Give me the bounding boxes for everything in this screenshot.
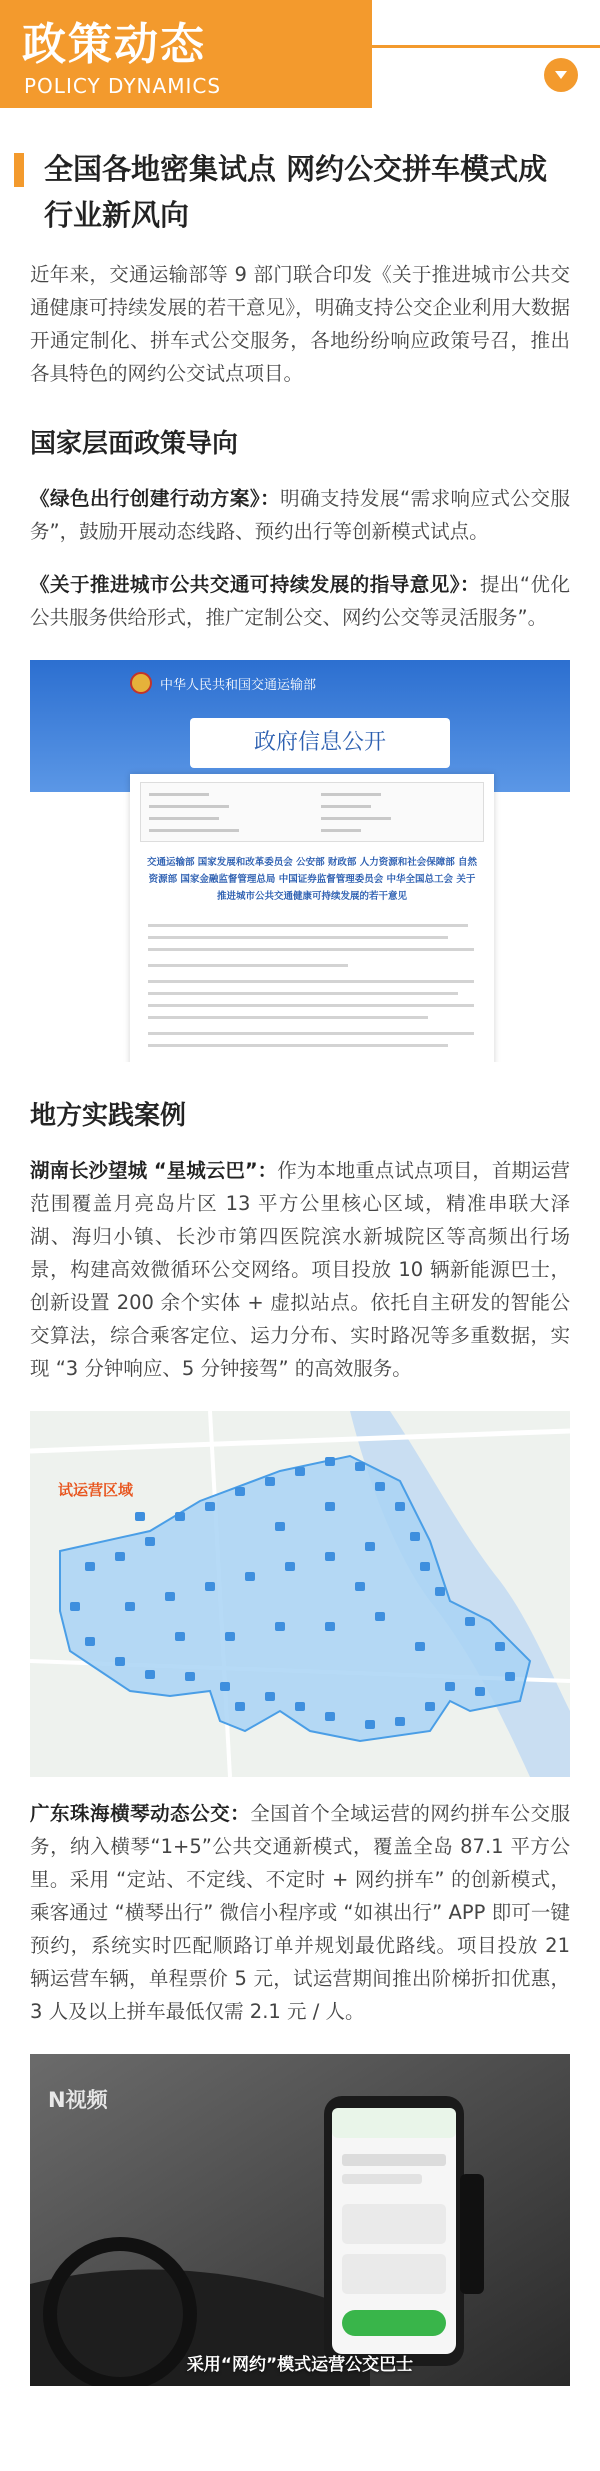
bus-stop-pin-icon xyxy=(205,1582,215,1591)
bus-stop-pin-icon xyxy=(325,1622,335,1631)
case-text: 作为本地重点试点项目，首期运营范围覆盖月亮岛片区 13 平方公里核心区域，精准串联大泽湖、海归小镇、长沙市第四医院滨水新城院区等高频出行场景，构建高效微循环公交网络。项目投放 10 辆新能源巴士，创新设置 200 余个实体 + 虚拟站点。依托自主研发的智能公交算法，综合乘客定位、运力分布、实时路况等多重数据，实现 “3 分钟响应、5 分钟接驾” 的高效服务。 xyxy=(30,1159,570,1380)
bus-stop-pin-icon xyxy=(235,1702,245,1711)
bus-stop-pin-icon xyxy=(85,1637,95,1646)
headline-text: 全国各地密集试点 网约公交拼车模式成行业新风向 xyxy=(44,152,548,232)
ministry-name: 中华人民共和国交通运输部 xyxy=(160,678,317,693)
bus-stop-pin-icon xyxy=(325,1552,335,1561)
bus-stop-pin-icon xyxy=(235,1487,245,1496)
bus-stop-pin-icon xyxy=(365,1720,375,1729)
bus-stop-pin-icon xyxy=(285,1562,295,1571)
bus-stop-pin-icon xyxy=(275,1622,285,1631)
bus-stop-pin-icon xyxy=(365,1542,375,1551)
bus-stop-pin-icon xyxy=(145,1537,155,1546)
bus-stop-pin-icon xyxy=(85,1562,95,1571)
bus-stop-pin-icon xyxy=(325,1712,335,1721)
case-text: 全国首个全域运营的网约拼车公交服务，纳入横琴“1+5”公共交通新模式，覆盖全岛 87.1 平方公里。采用 “定站、不定线、不定时 + 网约拼车” 的创新模式，乘客通过 “横琴出行” 微信小程序或 “如祺出行” APP 即可一键预约，系统实时匹配顺路订单并规划最优路线。项目投放 21 辆运营车辆，单程票价 5 元，试运营期间推出阶梯折扣优惠，3 人及以上拼车最低仅需 2.1 元 / 人。 xyxy=(30,1802,570,2023)
bus-stop-pin-icon xyxy=(295,1702,305,1711)
intro-paragraph: 近年来，交通运输部等 9 部门联合印发《关于推进城市公共交通健康可持续发展的若干意见》，明确支持公交企业利用大数据开通定制化、拼车式公交服务，各地纷纷响应政策号召，推出各具特色的网约公交试点项目。 xyxy=(30,263,570,385)
policy-item-title: 《关于推进城市公共交通可持续发展的指导意见》： xyxy=(30,573,480,596)
bus-stop-pin-icon xyxy=(410,1532,420,1541)
bus-stop-pin-icon xyxy=(185,1672,195,1681)
document-title: 交通运输部 国家发展和改革委员会 公安部 财政部 人力资源和社会保障部 自然资源部 国家金融监督管理总局 中国证券监督管理委员会 中华全国总工会 关于推进城市公共交通健康可持续发展的若干意见 xyxy=(146,857,478,902)
bus-stop-pin-icon xyxy=(165,1592,175,1601)
case-zhuhai xyxy=(30,1797,570,2028)
header-title: 政策动态 xyxy=(22,19,206,70)
document-meta-table xyxy=(140,782,484,842)
bus-stop-pin-icon xyxy=(495,1642,505,1651)
policy-item-text: 提出“优化公共服务供给形式，推广定制公交、网约公交等灵活服务”。 xyxy=(30,573,570,629)
header-title-block xyxy=(0,0,372,108)
bus-stop-pin-icon xyxy=(355,1582,365,1591)
map-graphic xyxy=(30,1411,570,1777)
document-page xyxy=(130,774,494,1062)
bus-stop-pin-icon xyxy=(425,1702,435,1711)
video-logo: N视频 xyxy=(48,2088,108,2112)
section-heading-local: 地方实践案例 xyxy=(30,1101,187,1131)
bus-stop-pin-icon xyxy=(355,1462,365,1471)
section-heading-national: 国家层面政策导向 xyxy=(30,429,239,459)
app-booking-photo xyxy=(30,2054,570,2386)
service-area-map xyxy=(30,1411,570,1777)
policy-item-title: 《绿色出行创建行动方案》： xyxy=(30,487,281,510)
bus-stop-pin-icon xyxy=(475,1687,485,1696)
chevron-down-icon[interactable] xyxy=(544,58,578,92)
headline-accent-bar xyxy=(14,153,24,187)
case-title: 湖南长沙望城 “星城云巴”： xyxy=(30,1159,278,1182)
trial-area-label: 试运营区域 xyxy=(58,1481,134,1499)
bus-stop-pin-icon xyxy=(265,1477,275,1486)
bus-stop-pin-icon xyxy=(375,1482,385,1491)
bus-stop-pin-icon xyxy=(395,1717,405,1726)
bus-stop-pin-icon xyxy=(445,1682,455,1691)
policy-item xyxy=(30,482,570,548)
bus-stop-pin-icon xyxy=(225,1632,235,1641)
policy-item-text: 明确支持发展“需求响应式公交服务”，鼓励开展动态线路、预约出行等创新模式试点。 xyxy=(30,487,570,543)
bus-stop-pin-icon xyxy=(325,1502,335,1511)
header-divider xyxy=(372,0,600,48)
gov-info-banner: 政府信息公开 xyxy=(190,718,450,768)
bus-stop-pin-icon xyxy=(125,1602,135,1611)
national-emblem-icon xyxy=(130,672,152,694)
bus-stop-pin-icon xyxy=(145,1670,155,1679)
bus-stop-pin-icon xyxy=(220,1682,230,1691)
bus-stop-pin-icon xyxy=(70,1602,80,1611)
bus-stop-pin-icon xyxy=(465,1617,475,1626)
bus-stop-pin-icon xyxy=(420,1562,430,1571)
bus-stop-pin-icon xyxy=(135,1512,145,1521)
header-subtitle: POLICY DYNAMICS xyxy=(24,74,222,98)
bus-stop-pin-icon xyxy=(115,1657,125,1666)
photo-graphic xyxy=(30,2054,570,2386)
bus-stop-pin-icon xyxy=(375,1612,385,1621)
article xyxy=(0,146,600,2386)
case-title: 广东珠海横琴动态公交： xyxy=(30,1802,251,1825)
bus-stop-pin-icon xyxy=(205,1502,215,1511)
gov-document-image xyxy=(30,660,570,1062)
bus-stop-pin-icon xyxy=(175,1632,185,1641)
bus-stop-pin-icon xyxy=(265,1692,275,1701)
case-changsha xyxy=(30,1154,570,1385)
bus-stop-pin-icon xyxy=(245,1572,255,1581)
bus-stop-pin-icon xyxy=(325,1457,335,1466)
page-header xyxy=(0,0,600,108)
bus-stop-pin-icon xyxy=(415,1642,425,1651)
bus-stop-pin-icon xyxy=(295,1467,305,1476)
article-headline xyxy=(30,146,570,238)
bus-stop-pin-icon xyxy=(115,1552,125,1561)
bus-stop-pin-icon xyxy=(175,1512,185,1521)
policy-item xyxy=(30,568,570,634)
bus-stop-pin-icon xyxy=(395,1502,405,1511)
photo-caption: 采用“网约”模式运营公交巴士 xyxy=(186,2355,414,2375)
bus-stop-pin-icon xyxy=(505,1672,515,1681)
bus-stop-pin-icon xyxy=(275,1522,285,1531)
bus-stop-pin-icon xyxy=(435,1587,445,1596)
